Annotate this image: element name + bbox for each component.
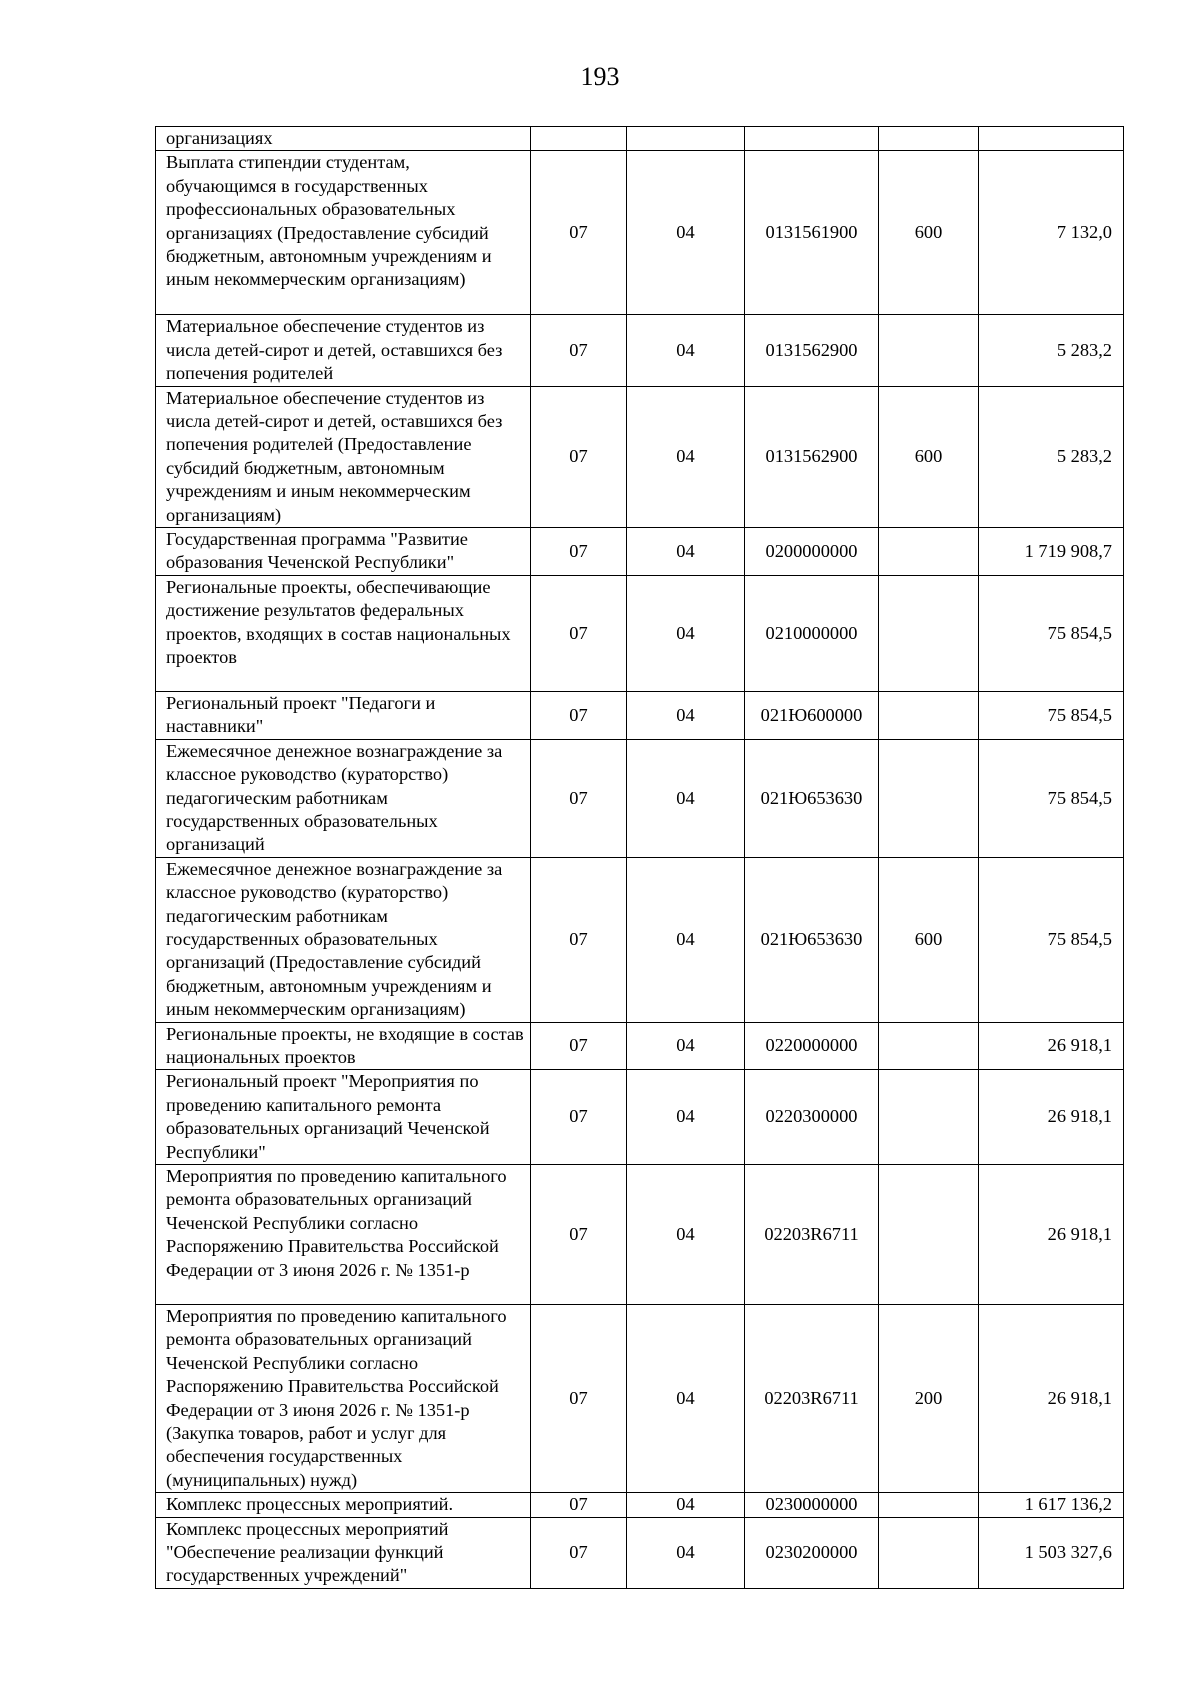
row-target-article-cell: 021Ю653630 <box>745 857 879 1022</box>
row-section-cell: 07 <box>531 315 627 386</box>
row-amount-cell: 26 918,1 <box>979 1070 1124 1165</box>
row-expense-type-cell <box>879 315 979 386</box>
row-section-cell: 07 <box>531 857 627 1022</box>
row-target-article-cell: 0131561900 <box>745 151 879 315</box>
row-name-cell: Государственная программа "Развитие образования Чеченской Республики" <box>156 528 531 576</box>
row-name-cell: Материальное обеспечение студентов из числа детей-сирот и детей, оставшихся без попечения родителей (Предоставление субсидий бюджетным, автономным учреждениям и иным некоммерческим организациям) <box>156 386 531 527</box>
row-target-article-cell: 021Ю653630 <box>745 739 879 857</box>
row-amount-cell: 1 719 908,7 <box>979 528 1124 576</box>
row-name-cell: Региональные проекты, обеспечивающие достижение результатов федеральных проектов, входящих в состав национальных проектов <box>156 575 531 691</box>
row-name-cell: Мероприятия по проведению капитального ремонта образовательных организаций Чеченской Республики согласно Распоряжению Правительства Российской Федерации от 3 июня 2026 г. № 1351-р <box>156 1165 531 1305</box>
row-target-article-cell: 02203R6711 <box>745 1305 879 1493</box>
row-section-cell: 07 <box>531 1305 627 1493</box>
row-target-article-cell: 0220300000 <box>745 1070 879 1165</box>
row-target-article-cell: 0131562900 <box>745 315 879 386</box>
table-row <box>156 1070 1124 1165</box>
row-expense-type-cell <box>879 1070 979 1165</box>
row-subsection-cell: 04 <box>627 1165 745 1305</box>
row-section-cell: 07 <box>531 1165 627 1305</box>
row-subsection-cell <box>627 127 745 151</box>
table-row <box>156 151 1124 315</box>
row-expense-type-cell <box>879 1493 979 1517</box>
table-row <box>156 1022 1124 1070</box>
row-subsection-cell: 04 <box>627 1493 745 1517</box>
row-subsection-cell: 04 <box>627 1070 745 1165</box>
row-expense-type-cell <box>879 575 979 691</box>
row-target-article-cell: 0210000000 <box>745 575 879 691</box>
row-section-cell: 07 <box>531 691 627 739</box>
row-name-cell: Ежемесячное денежное вознаграждение за классное руководство (кураторство) педагогическим работникам государственных образовательных организаций <box>156 739 531 857</box>
row-expense-type-cell <box>879 691 979 739</box>
row-amount-cell: 75 854,5 <box>979 575 1124 691</box>
table-row <box>156 315 1124 386</box>
table-row <box>156 386 1124 527</box>
row-section-cell: 07 <box>531 1517 627 1588</box>
row-amount-cell: 26 918,1 <box>979 1305 1124 1493</box>
row-expense-type-cell: 600 <box>879 857 979 1022</box>
row-subsection-cell: 04 <box>627 315 745 386</box>
row-subsection-cell: 04 <box>627 386 745 527</box>
row-name-cell: Комплекс процессных мероприятий. <box>156 1493 531 1517</box>
row-amount-cell: 5 283,2 <box>979 386 1124 527</box>
row-section-cell: 07 <box>531 151 627 315</box>
row-amount-cell: 7 132,0 <box>979 151 1124 315</box>
table-row <box>156 1493 1124 1517</box>
row-expense-type-cell: 600 <box>879 151 979 315</box>
row-section-cell: 07 <box>531 575 627 691</box>
row-amount-cell: 75 854,5 <box>979 739 1124 857</box>
row-target-article-cell: 0200000000 <box>745 528 879 576</box>
table-row <box>156 528 1124 576</box>
row-section-cell: 07 <box>531 1493 627 1517</box>
row-name-cell: Мероприятия по проведению капитального ремонта образовательных организаций Чеченской Республики согласно Распоряжению Правительства Российской Федерации от 3 июня 2026 г. № 1351-р (Закупка товаров, работ и услуг для обеспечения государственных (муниципальных) нужд) <box>156 1305 531 1493</box>
row-section-cell <box>531 127 627 151</box>
row-expense-type-cell <box>879 739 979 857</box>
row-target-article-cell: 0230000000 <box>745 1493 879 1517</box>
row-subsection-cell: 04 <box>627 857 745 1022</box>
row-amount-cell: 26 918,1 <box>979 1165 1124 1305</box>
table-row <box>156 691 1124 739</box>
row-name-cell: Выплата стипендии студентам, обучающимся в государственных профессиональных образовательных организациях (Предоставление субсидий бюджетным, автономным учреждениям и иным некоммерческим организациям) <box>156 151 531 315</box>
row-target-article-cell: 0131562900 <box>745 386 879 527</box>
row-target-article-cell: 021Ю600000 <box>745 691 879 739</box>
row-subsection-cell: 04 <box>627 1517 745 1588</box>
row-target-article-cell: 02203R6711 <box>745 1165 879 1305</box>
row-expense-type-cell <box>879 1022 979 1070</box>
row-target-article-cell: 0220000000 <box>745 1022 879 1070</box>
table-row <box>156 1517 1124 1588</box>
row-name-cell: Комплекс процессных мероприятий "Обеспечение реализации функций государственных учреждений" <box>156 1517 531 1588</box>
row-amount-cell: 26 918,1 <box>979 1022 1124 1070</box>
row-amount-cell: 5 283,2 <box>979 315 1124 386</box>
row-amount-cell <box>979 127 1124 151</box>
row-name-cell: Ежемесячное денежное вознаграждение за классное руководство (кураторство) педагогическим работникам государственных образовательных организаций (Предоставление субсидий бюджетным, автономным учреждениям и иным некоммерческим организациям) <box>156 857 531 1022</box>
row-expense-type-cell: 600 <box>879 386 979 527</box>
row-name-cell: Региональный проект "Педагоги и наставники" <box>156 691 531 739</box>
row-section-cell: 07 <box>531 1022 627 1070</box>
row-amount-cell: 1 617 136,2 <box>979 1493 1124 1517</box>
row-section-cell: 07 <box>531 528 627 576</box>
row-name-cell: Региональный проект "Мероприятия по проведению капитального ремонта образовательных организаций Чеченской Республики" <box>156 1070 531 1165</box>
row-expense-type-cell <box>879 1517 979 1588</box>
row-subsection-cell: 04 <box>627 151 745 315</box>
row-subsection-cell: 04 <box>627 528 745 576</box>
row-subsection-cell: 04 <box>627 1305 745 1493</box>
page-number: 193 <box>580 62 620 91</box>
row-expense-type-cell <box>879 1165 979 1305</box>
table-row <box>156 1305 1124 1493</box>
row-target-article-cell: 0230200000 <box>745 1517 879 1588</box>
row-name-cell: Материальное обеспечение студентов из числа детей-сирот и детей, оставшихся без попечения родителей <box>156 315 531 386</box>
budget-table-body <box>156 127 1124 1589</box>
row-amount-cell: 75 854,5 <box>979 691 1124 739</box>
row-section-cell: 07 <box>531 386 627 527</box>
row-name-cell: Региональные проекты, не входящие в состав национальных проектов <box>156 1022 531 1070</box>
row-target-article-cell <box>745 127 879 151</box>
table-row <box>156 857 1124 1022</box>
row-subsection-cell: 04 <box>627 575 745 691</box>
row-subsection-cell: 04 <box>627 691 745 739</box>
budget-table <box>155 126 1124 1589</box>
row-name-cell: организациях <box>156 127 531 151</box>
row-amount-cell: 1 503 327,6 <box>979 1517 1124 1588</box>
row-amount-cell: 75 854,5 <box>979 857 1124 1022</box>
row-subsection-cell: 04 <box>627 739 745 857</box>
table-row <box>156 739 1124 857</box>
row-expense-type-cell <box>879 528 979 576</box>
table-row <box>156 575 1124 691</box>
row-expense-type-cell: 200 <box>879 1305 979 1493</box>
row-expense-type-cell <box>879 127 979 151</box>
table-row <box>156 127 1124 151</box>
row-section-cell: 07 <box>531 739 627 857</box>
row-subsection-cell: 04 <box>627 1022 745 1070</box>
table-row <box>156 1165 1124 1305</box>
row-section-cell: 07 <box>531 1070 627 1165</box>
